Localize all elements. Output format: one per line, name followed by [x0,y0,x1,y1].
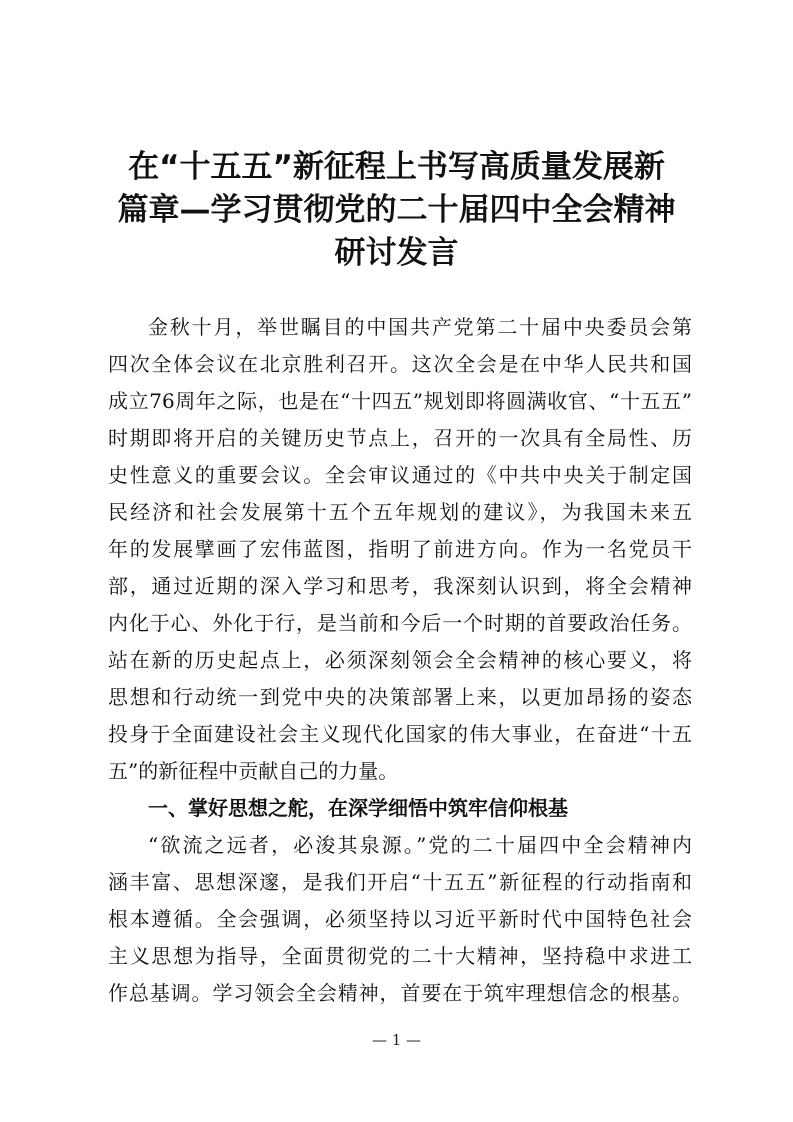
text-line: 根本遵循。全会强调，必须坚持以习近平新时代中国特色社会 [108,907,692,931]
text-line: 史性意义的重要会议。全会审议通过的《中共中央关于制定国 [108,463,692,487]
text-line: 部，通过近期的深入学习和思考，我深刻认识到，将全会精神 [108,574,692,598]
text-line: 思想和行动统一到党中央的决策部署上来，以更加昂扬的姿态 [108,685,692,709]
text-line: 成立76周年之际，也是在“十四五”规划即将圆满收官、“十五五” [108,389,692,413]
text-line: “欲流之远者，必浚其泉源。”党的二十届四中全会精神内 [148,833,692,857]
title-line: 研讨发言 [334,235,459,271]
document-title [100,146,693,275]
text-line: 主义思想为指导，全面贯彻党的二十大精神，坚持稳中求进工 [108,944,692,968]
text-line: 时期即将开启的关键历史节点上，召开的一次具有全局性、历 [108,426,692,450]
text-line: 金秋十月，举世瞩目的中国共产党第二十届中央委员会第 [148,315,692,339]
title-line: 在“十五五”新征程上书写高质量发展新 [128,149,665,185]
section-heading: 一、掌好思想之舵，在深学细悟中筑牢信仰根基 [148,796,568,820]
text-line: 站在新的历史起点上，必须深刻领会全会精神的核心要义，将 [108,648,692,672]
text-line: 四次全体会议在北京胜利召开。这次全会是在中华人民共和国 [108,352,692,376]
text-line: 民经济和社会发展第十五个五年规划的建议》，为我国未来五 [108,500,692,524]
page-number: — 1 — [371,1031,422,1049]
document-body [108,309,692,1012]
paragraph-intro [108,309,692,790]
text-line: 五”的新征程中贡献自己的力量。 [108,759,399,783]
text-line: 作总基调。学习领会全会精神，首要在于筑牢理想信念的根基。 [108,981,692,1005]
text-line: 涵丰富、思想深邃，是我们开启“十五五”新征程的行动指南和 [108,870,692,894]
paragraph-section-1 [108,827,692,1012]
text-line: 内化于心、外化于行，是当前和今后一个时期的首要政治任务。 [108,611,692,635]
title-line: 篇章—学习贯彻党的二十届四中全会精神 [117,192,676,228]
text-line: 年的发展擘画了宏伟蓝图，指明了前进方向。作为一名党员干 [108,537,692,561]
text-line: 投身于全面建设社会主义现代化国家的伟大事业，在奋进“十五 [108,722,692,746]
